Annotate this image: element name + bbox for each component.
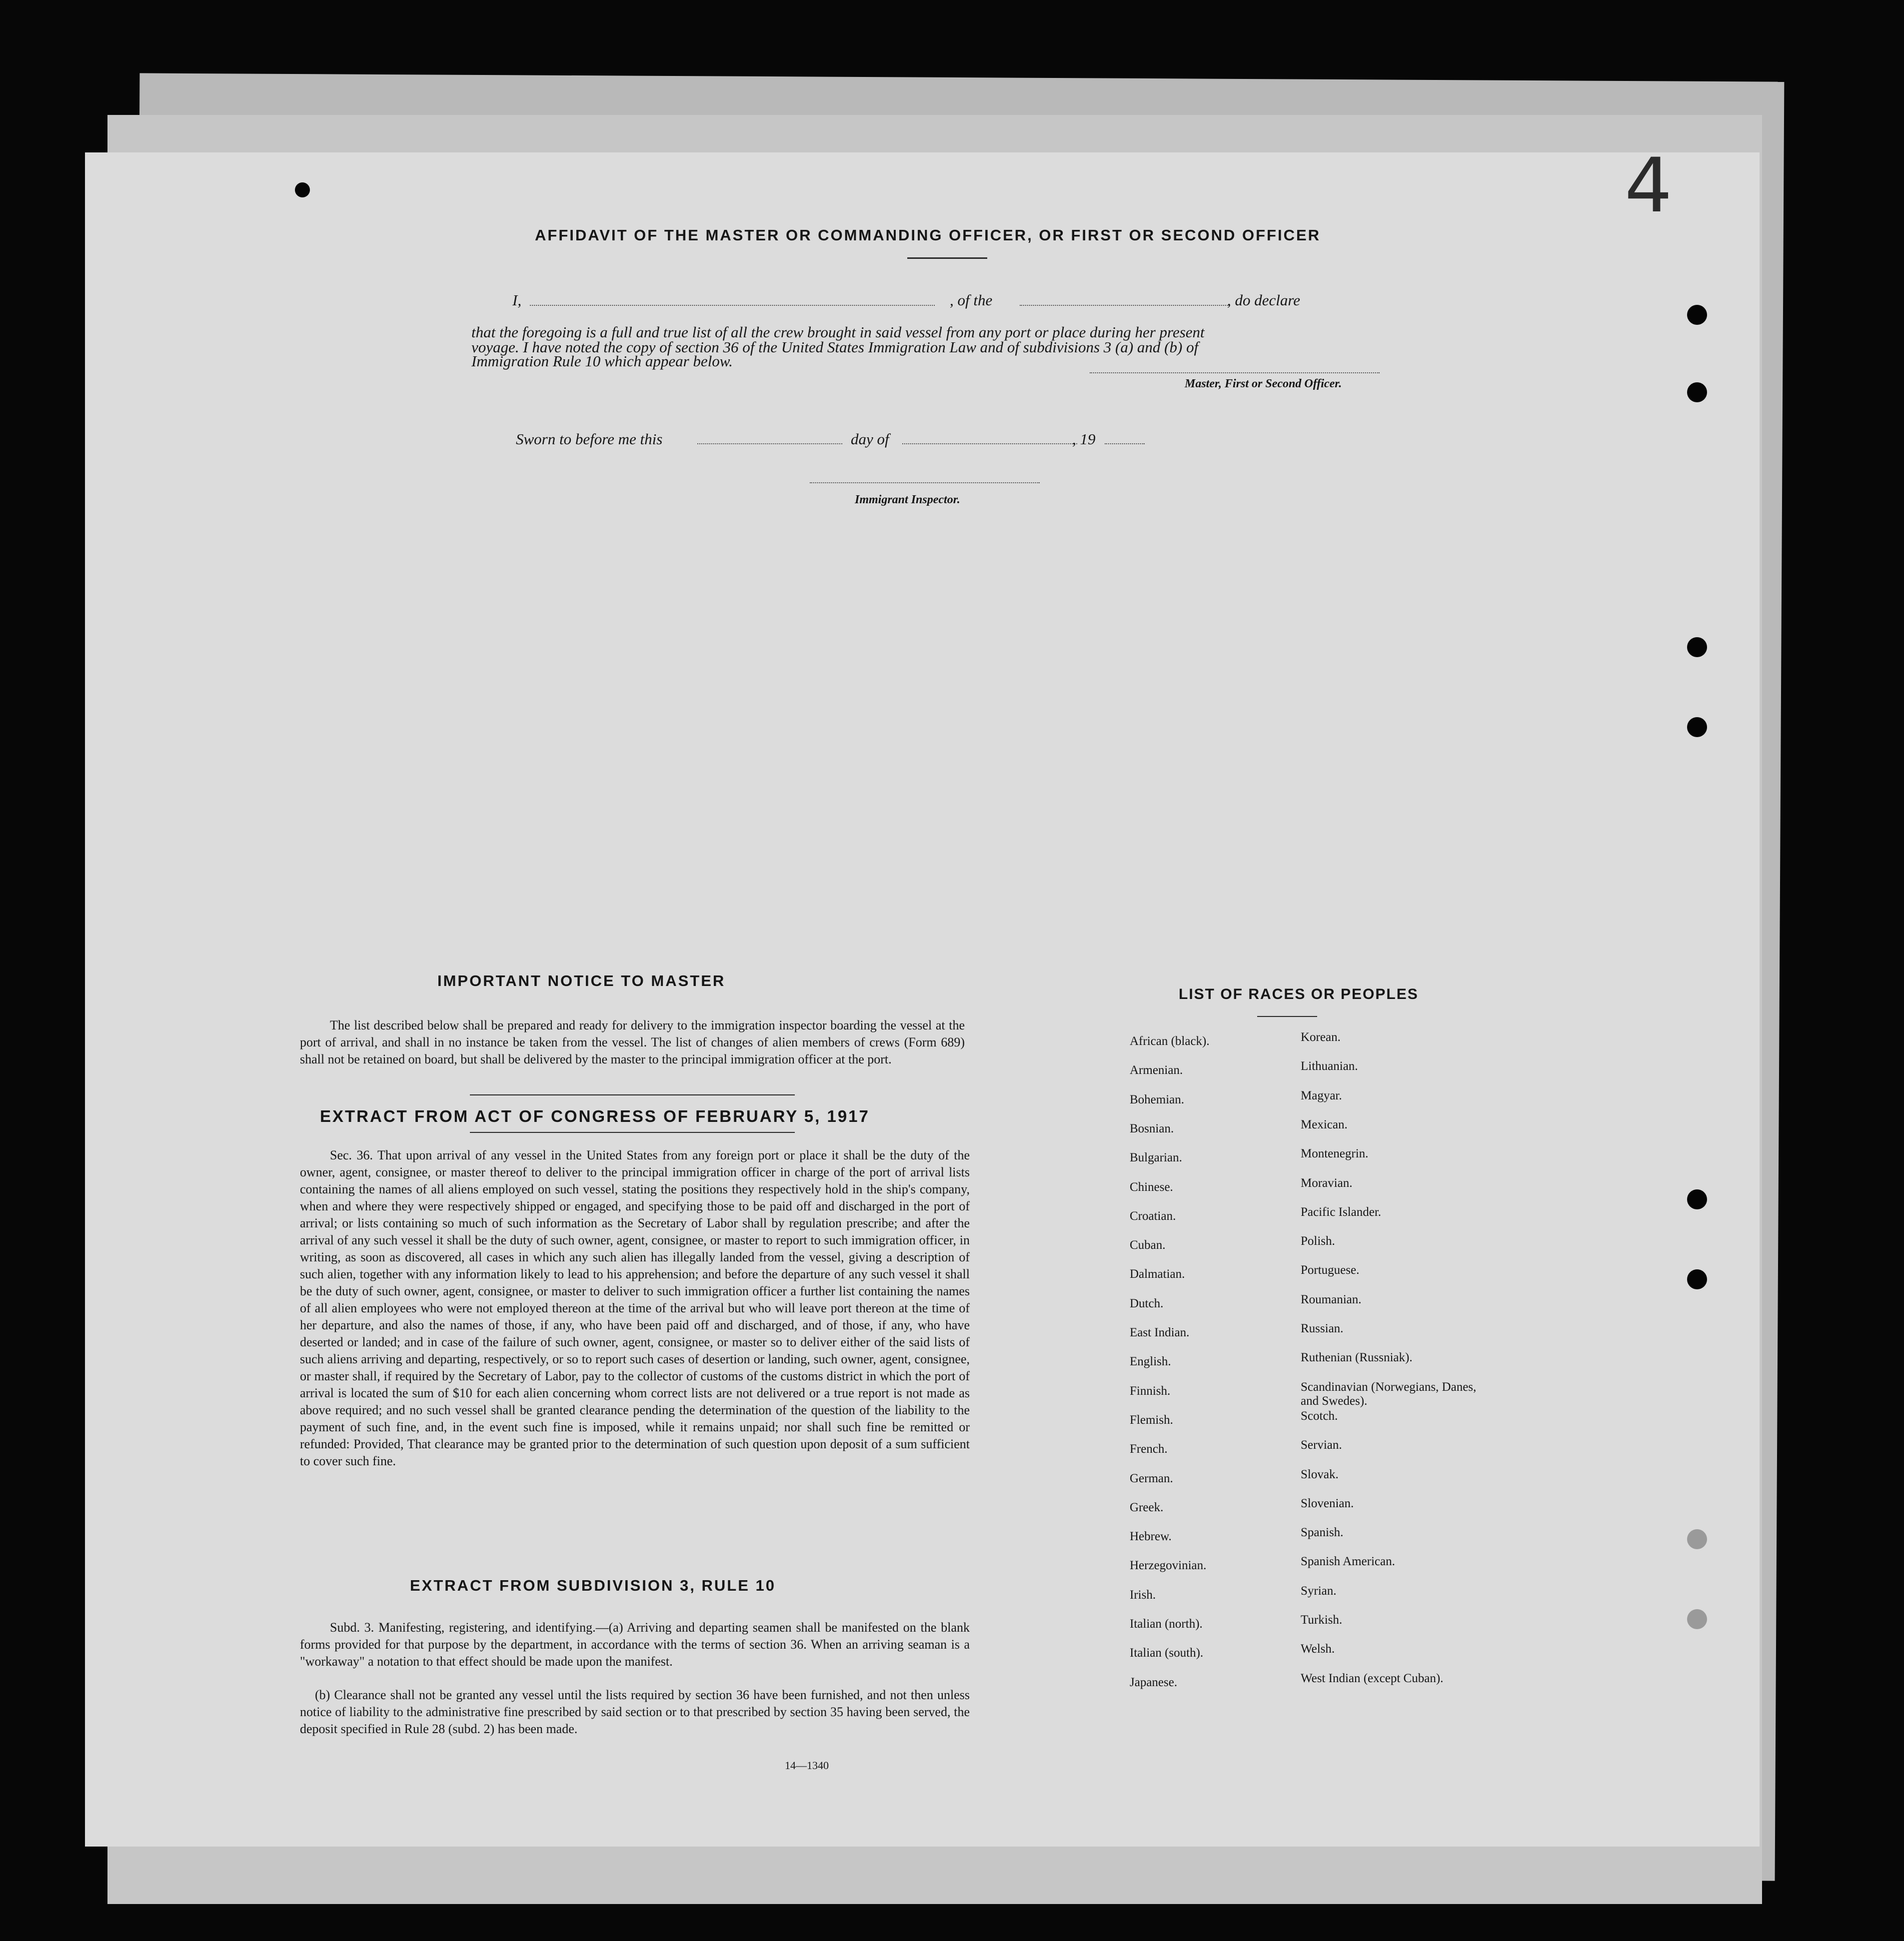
race-item: Korean. bbox=[1301, 1030, 1341, 1044]
signature-caption: Master, First or Second Officer. bbox=[1185, 377, 1342, 390]
affidavit-title: AFFIDAVIT OF THE MASTER OR COMMANDING OFFICER, OR FIRST OR SECOND OFFICER bbox=[535, 226, 1321, 244]
race-item: Dutch. bbox=[1130, 1296, 1164, 1310]
race-item: Lithuanian. bbox=[1301, 1059, 1358, 1073]
signature-line[interactable] bbox=[1090, 372, 1380, 373]
race-item: East Indian. bbox=[1130, 1326, 1190, 1339]
race-item: Spanish. bbox=[1301, 1526, 1344, 1540]
affidavit-declare: , do declare bbox=[1227, 291, 1301, 309]
form-page bbox=[85, 142, 1760, 1847]
punch-hole bbox=[1687, 637, 1707, 657]
race-item: Scandinavian (Norwegians, Danes, and Swedes). bbox=[1301, 1380, 1477, 1408]
race-item: Finnish. bbox=[1130, 1384, 1171, 1398]
race-item: Welsh. bbox=[1301, 1642, 1335, 1656]
punch-hole bbox=[295, 182, 310, 197]
race-item: Herzegovinian. bbox=[1130, 1559, 1207, 1573]
race-item: Japanese. bbox=[1130, 1675, 1178, 1689]
race-item: Russian. bbox=[1301, 1322, 1344, 1335]
race-item: Greek. bbox=[1130, 1500, 1164, 1514]
race-item: Slovak. bbox=[1301, 1467, 1339, 1481]
month-field-line[interactable] bbox=[902, 443, 1077, 444]
race-item: Magyar. bbox=[1301, 1088, 1342, 1102]
year-prefix: , 19 bbox=[1072, 430, 1096, 448]
form-number: 14—1340 bbox=[785, 1759, 829, 1772]
race-item: Polish. bbox=[1301, 1234, 1335, 1248]
race-item: Scotch. bbox=[1301, 1409, 1338, 1423]
race-item: African (black). bbox=[1130, 1034, 1210, 1048]
title-underline bbox=[1257, 1016, 1317, 1017]
punch-hole bbox=[1687, 382, 1707, 402]
handwritten-page-number: 4 bbox=[1625, 142, 1673, 229]
race-item: Hebrew. bbox=[1130, 1530, 1172, 1544]
inspector-caption: Immigrant Inspector. bbox=[855, 493, 960, 506]
race-item: Syrian. bbox=[1301, 1584, 1337, 1598]
race-item: Bohemian. bbox=[1130, 1092, 1185, 1106]
day-field-line[interactable] bbox=[697, 443, 842, 444]
races-title: LIST OF RACES OR PEOPLES bbox=[1179, 986, 1419, 1002]
section-divider bbox=[470, 1132, 795, 1133]
race-item: Bulgarian. bbox=[1130, 1151, 1182, 1165]
race-item: German. bbox=[1130, 1471, 1173, 1485]
race-item: Croatian. bbox=[1130, 1209, 1176, 1223]
race-item: Portuguese. bbox=[1301, 1263, 1360, 1277]
section-divider bbox=[470, 1094, 795, 1095]
punch-hole bbox=[1687, 1609, 1707, 1629]
subdivision-a-text: Subd. 3. Manifesting, registering, and identifying.—(a) Arriving and departing seamen shall be manifested on the blank forms provided for that purpose by the department, in accordance with the terms of section 36. When an arriving seaman is a "workaway" a notation to that effect should be made upon the manifest. bbox=[300, 1620, 970, 1669]
race-item: Montenegrin. bbox=[1301, 1147, 1369, 1161]
name-field-line[interactable] bbox=[530, 305, 935, 306]
race-item: French. bbox=[1130, 1442, 1168, 1456]
year-field-line[interactable] bbox=[1105, 443, 1145, 444]
vessel-field-line[interactable] bbox=[1020, 305, 1230, 306]
race-item: Irish. bbox=[1130, 1588, 1156, 1602]
punch-hole bbox=[1687, 1189, 1707, 1209]
race-item: Mexican. bbox=[1301, 1117, 1348, 1131]
affidavit-line-3: voyage. I have noted the copy of section 36 of the United States Immigration Law and of subdivisions 3 (a) and (b) of bbox=[471, 338, 1199, 356]
race-item: English. bbox=[1130, 1355, 1171, 1369]
section-36-text: Sec. 36. That upon arrival of any vessel in the United States from any foreign port or place it shall be the duty of the owner, agent, consignee, or master thereof to deliver to the principal immigration officer in charge of the port of arrival lists containing the names of all aliens employed on such vessel, stating the positions they respectively hold in the ship's company, when and where they were respectively shipped or engaged, and specifying those to be paid off and discharged in the port of arrival; or lists containing so much of such information as the Secretary of Labor shall by regulation prescribe; and after the arrival of any such vessel it shall be the duty of such owner, agent, consignee, or master to report to such immigration officer, in writing, as soon as discovered, all cases in which any such alien has illegally landed from the vessel, giving a description of such alien, together with any information likely to lead to his apprehension; and before the departure of any such vessel it shall be the duty of such owner, agent, consignee, or master to deliver to such immigration officer a further list containing the names of all alien employees who were not employed thereon at the time of the arrival but who will leave port thereon at the time of her departure, and also the names of those, if any, who have been paid off and discharged, and of those, if any, who have deserted or landed; and in case of the failure of such owner, agent, consignee, or master so to deliver either of the said lists of such aliens arriving and departing, respectively, or so to report such cases of desertion or landing, such owner, agent, consignee, or master shall, if required by the Secretary of Labor, pay to the collector of customs of the customs district in which the port of arrival is located the sum of $10 for each alien concerning whom correct lists are not delivered or a true report is not made as above required; and no such vessel shall be granted clearance pending the determination of the question of the liability to the payment of such fine, and, in the event such fine is imposed, while it remains unpaid; nor shall such fine be remitted or refunded: Provided, That clearance may be granted prior to the determination of such question upon deposit of a sum sufficient to cover such fine. bbox=[300, 1148, 970, 1468]
race-item: Chinese. bbox=[1130, 1180, 1173, 1194]
punch-hole bbox=[1687, 1529, 1707, 1549]
affidavit-i: I, bbox=[512, 291, 522, 309]
race-item: Italian (north). bbox=[1130, 1617, 1203, 1631]
affidavit-of-the: , of the bbox=[950, 291, 993, 309]
notice-text: The list described below shall be prepared and ready for delivery to the immigration inspector boarding the vessel at the port of arrival, and shall in no instance be taken from the vessel. The list of changes of alien members of crews (Form 689) shall not be retained on board, but shall be delivered by the master to the principal immigration officer at the port. bbox=[300, 1018, 965, 1066]
race-item: Armenian. bbox=[1130, 1063, 1183, 1077]
punch-hole bbox=[1687, 305, 1707, 325]
extract-act-title: EXTRACT FROM ACT OF CONGRESS OF FEBRUARY 5, 1917 bbox=[320, 1107, 870, 1125]
race-item: Turkish. bbox=[1301, 1613, 1343, 1627]
race-item: Slovenian. bbox=[1301, 1496, 1354, 1510]
extract-rule-title: EXTRACT FROM SUBDIVISION 3, RULE 10 bbox=[410, 1577, 776, 1594]
subdivision-b-text: (b) Clearance shall not be granted any vessel until the lists required by section 36 have been furnished, and not then unless notice of liability to the administrative fine prescribed by said section or to that prescribed by section 35 having been served, the deposit specified in Rule 28 (subd. 2) has been made. bbox=[300, 1688, 970, 1736]
race-item: Flemish. bbox=[1130, 1413, 1173, 1427]
race-item: Dalmatian. bbox=[1130, 1267, 1185, 1281]
race-item: Roumanian. bbox=[1301, 1292, 1362, 1306]
race-item: Pacific Islander. bbox=[1301, 1205, 1382, 1219]
title-underline bbox=[907, 257, 987, 259]
notice-title: IMPORTANT NOTICE TO MASTER bbox=[437, 972, 726, 989]
sworn-text: Sworn to before me this bbox=[516, 430, 663, 448]
race-item: Spanish American. bbox=[1301, 1555, 1395, 1569]
affidavit-line-4: Immigration Rule 10 which appear below. bbox=[471, 352, 733, 370]
day-of-text: day of bbox=[851, 430, 889, 448]
inspector-signature-line[interactable] bbox=[810, 482, 1040, 483]
race-item: Cuban. bbox=[1130, 1238, 1166, 1252]
race-item: Italian (south). bbox=[1130, 1646, 1204, 1660]
race-item: Bosnian. bbox=[1130, 1121, 1174, 1135]
punch-hole bbox=[1687, 717, 1707, 737]
affidavit-line-2: that the foregoing is a full and true list of all the crew brought in said vessel from any port or place during her present bbox=[471, 323, 1205, 341]
race-item: Moravian. bbox=[1301, 1176, 1353, 1190]
race-item: Servian. bbox=[1301, 1438, 1342, 1452]
race-item: West Indian (except Cuban). bbox=[1301, 1671, 1444, 1685]
punch-hole bbox=[1687, 1269, 1707, 1289]
race-item: Ruthenian (Russniak). bbox=[1301, 1351, 1413, 1365]
